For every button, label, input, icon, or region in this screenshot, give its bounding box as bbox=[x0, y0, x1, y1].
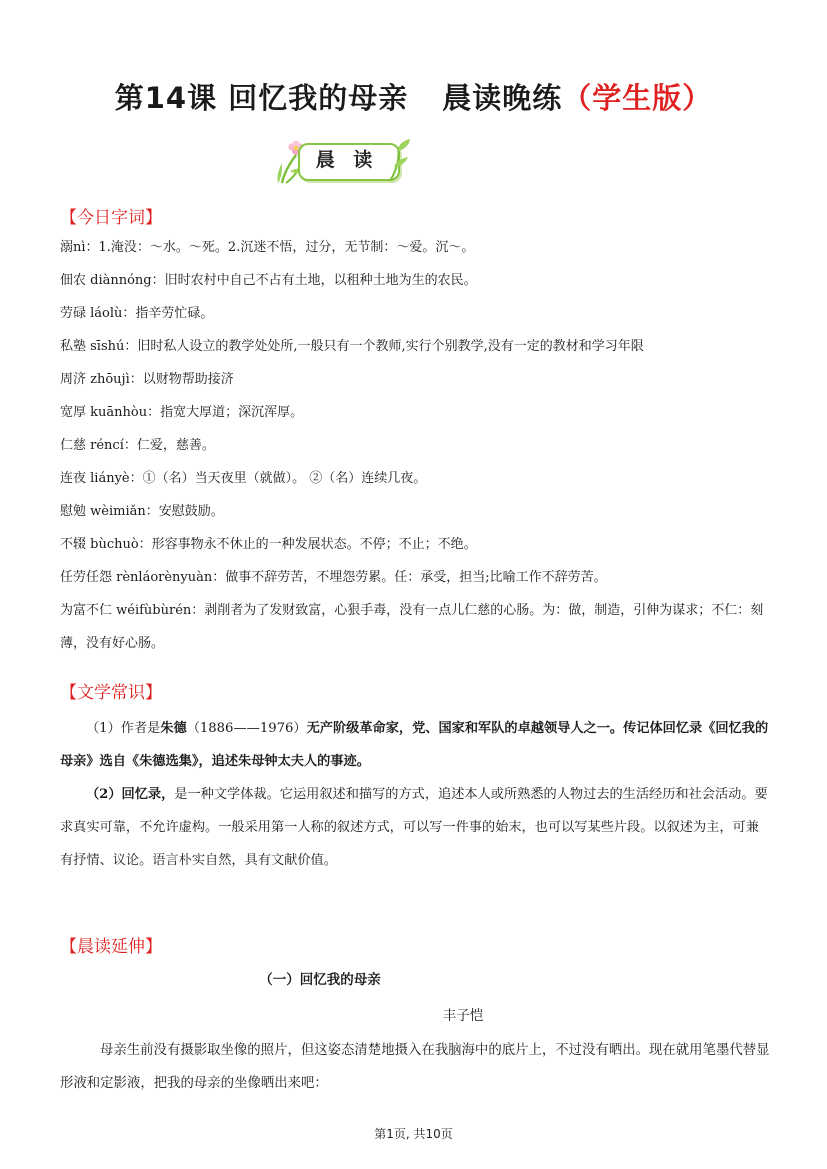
vocab-item: 为富不仁 wéifùbùrén：剥削者为了发财致富，心狠手毒，没有一点儿仁慈的心肠。为：做，制造，引伸为谋求；不仁：刻薄，没有好心肠。 bbox=[60, 603, 764, 651]
literature-knowledge bbox=[60, 712, 772, 877]
leaf-icon bbox=[386, 137, 416, 185]
vocab-item: 私塾 sīshú：旧时私人设立的教学处处所,一般只有一个教师,实行个别教学,没有一定的教材和学习年限 bbox=[60, 339, 644, 354]
page-title bbox=[0, 76, 827, 117]
edition-label: （学生版） bbox=[562, 81, 713, 115]
vocab-item: 慰勉 wèimiǎn：安慰鼓励。 bbox=[60, 504, 224, 519]
reading-author: 丰子恺 bbox=[442, 1008, 484, 1024]
vocab-section-heading: 【今日字词】 bbox=[60, 208, 162, 228]
reading-paragraph: 母亲生前没有摄影取坐像的照片，但这姿态清楚地摄入在我脑海中的底片上，不过没有晒出。现在就用笔墨代替显形液和定影液，把我的母亲的坐像晒出来吧： bbox=[60, 1043, 770, 1091]
literature-paragraph-1 bbox=[60, 712, 772, 778]
vocab-list bbox=[60, 238, 780, 660]
morning-reading-badge bbox=[268, 137, 408, 185]
author-years: （1886——1976） bbox=[186, 721, 307, 736]
vocab-item: 仁慈 réncí：仁爱，慈善。 bbox=[60, 438, 215, 453]
reading-title: （一）回忆我的母亲 bbox=[259, 972, 381, 988]
memoir-definition: 是一种文学体裁。它运用叙述和描写的方式，追述本人或所熟悉的人物过去的生活经历和社会活动。要求真实可靠，不允许虚构。一般采用第一人称的叙述方式，可以写一件事的始末，也可以写某些片段。以叙述为主，可兼有抒情、议论。语言朴实自然，具有文献价值。 bbox=[60, 787, 768, 868]
vocab-item: 任劳任怨 rènláorènyuàn：做事不辞劳苦，不埋怨劳累。任：承受，担当;比喻工作不辞劳苦。 bbox=[60, 570, 607, 585]
vocab-item: 连夜 liányè：①（名）当天夜里（就做）。 ②（名）连续几夜。 bbox=[60, 471, 427, 486]
literature-paragraph-2 bbox=[60, 778, 772, 877]
extension-section-heading: 【晨读延伸】 bbox=[60, 937, 162, 957]
author-name: 朱德 bbox=[160, 721, 187, 736]
vocab-item: 不辍 bùchuò：形容事物永不休止的一种发展状态。不停；不止；不绝。 bbox=[60, 537, 477, 552]
literature-section-heading: 【文学常识】 bbox=[60, 683, 162, 703]
vocab-item: 宽厚 kuānhòu：指宽大厚道；深沉浑厚。 bbox=[60, 405, 304, 420]
lesson-title: 第14课 回忆我的母亲 bbox=[114, 81, 409, 115]
badge-label: 晨 读 bbox=[315, 149, 379, 171]
vocab-item: 劳碌 láolù：指辛劳忙碌。 bbox=[60, 306, 214, 321]
p1-intro: （1）作者是 bbox=[86, 721, 161, 736]
memoir-term: （2）回忆录， bbox=[86, 787, 175, 802]
vocab-item: 溺nì：1.淹没：～水。～死。2.沉迷不悟，过分，无节制：～爱。沉～。 bbox=[60, 240, 475, 255]
series-title: 晨读晚练 bbox=[442, 81, 563, 115]
vocab-item: 周济 zhōujì：以财物帮助接济 bbox=[60, 372, 234, 387]
vocab-item: 佃农 diànnóng：旧时农村中自己不占有土地，以租种土地为生的农民。 bbox=[60, 273, 477, 288]
page-footer: 第1页, 共10页 bbox=[374, 1127, 453, 1141]
author-description: 无产阶级革命家，党、国家和军队的卓越领导人之一。传记体回忆录《回忆我的母亲》选自《朱德选集》，追述朱母钟太夫人的事迹。 bbox=[60, 721, 769, 769]
